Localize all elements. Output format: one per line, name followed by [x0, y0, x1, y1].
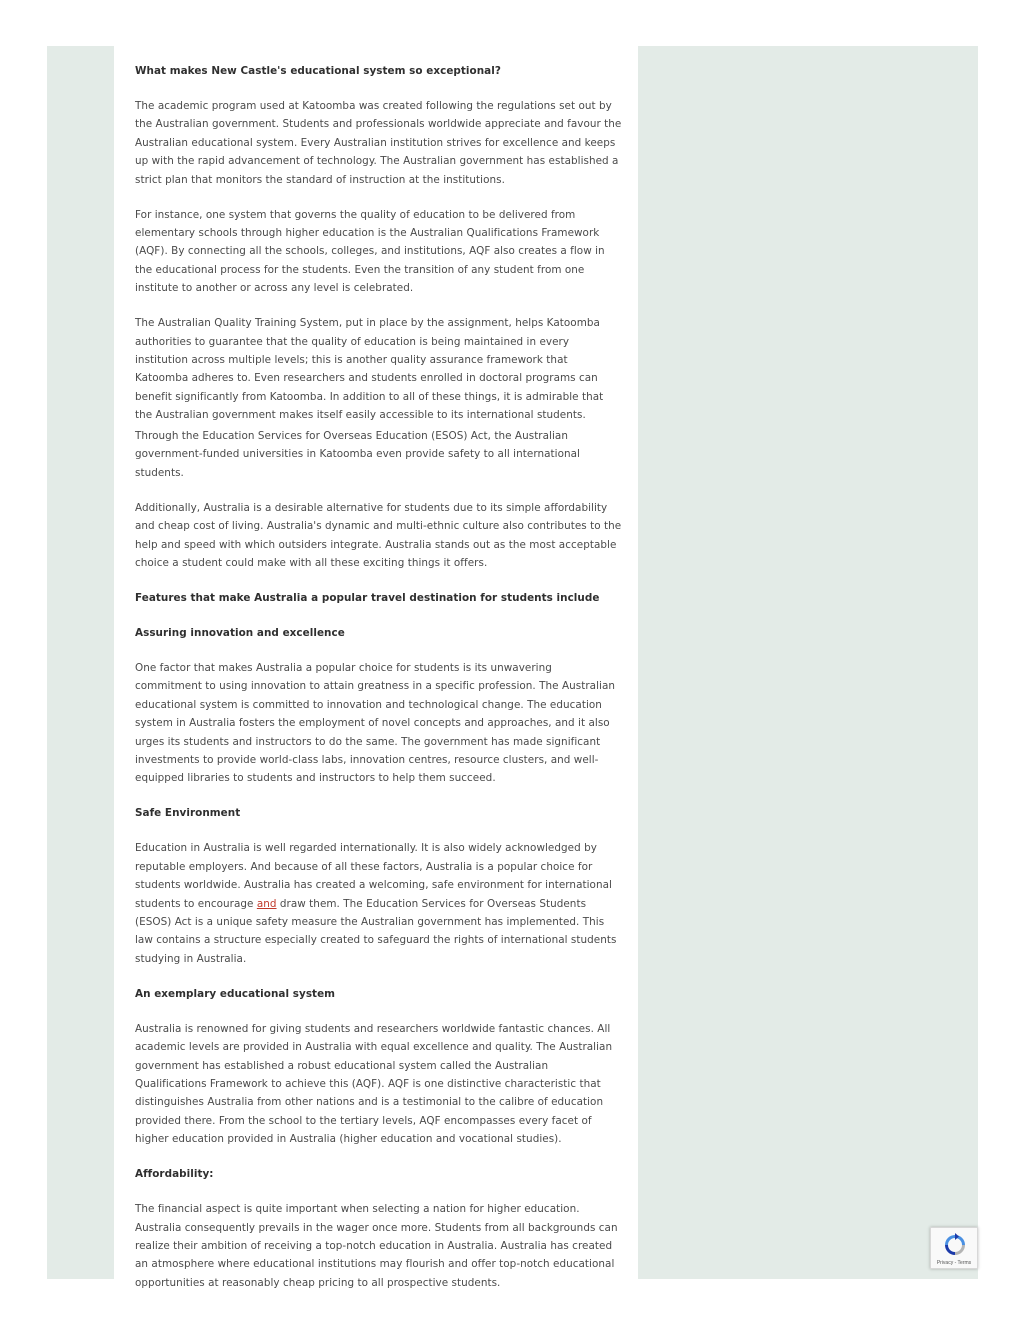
- paragraph: The financial aspect is quite important when selecting a nation for higher education. Australia consequently prevails in the wager once more. Students from all backgrounds can realize their ambition of receiving a top-notch education in Australia. Australia has created an atmosphere where educational institutions may flourish and offer top-notch educational opportunities at reasonably cheap pricing to all prospective students.: [135, 1203, 618, 1289]
- section-heading: Safe Environment: [135, 807, 241, 820]
- paragraph: Additionally, Australia is a desirable alternative for students due to its simple affordability and cheap cost of living. Australia's dynamic and multi-ethnic culture also contributes to the help and speed with which outsiders integrate. Australia stands out as the most acceptable choice a student could make with all these exciting things it offers.: [135, 501, 622, 569]
- paragraph: Through the Education Services for Overseas Education (ESOS) Act, the Australian government-funded universities in Katoomba even provide safety to all international students.: [135, 429, 580, 479]
- paragraph: One factor that makes Australia a popular choice for students is its unwavering commitment to using innovation to attain greatness in a specific profession. The Australian educational system is committed to innovation and technological change. The education system in Australia fosters the employment of novel concepts and approaches, and it also urges its students and instructors to do the same. The government has made significant investments to provide world-class labs, innovation centres, resource clusters, and well-equipped libraries to students and instructors to help them succeed.: [135, 661, 616, 785]
- section-heading: Affordability:: [135, 1168, 214, 1181]
- paragraph: For instance, one system that governs the quality of education to be delivered from elementary schools through higher education is the Australian Qualifications Framework (AQF). By connecting all the schools, colleges, and institutions, AQF also creates a flow in the educational process for the students. Even the transition of any student from one institute to another or across any level is celebrated.: [135, 208, 605, 295]
- paragraph-text: draw them. The Education Services for Overseas Students (ESOS) Act is a unique safety measure the Australian government has implemented. This law contains a structure especially created to safeguard the rights of international students studying in Australia.: [135, 897, 617, 965]
- article-card: [114, 46, 638, 1289]
- article-body: [135, 62, 622, 1309]
- section-heading: What makes New Castle's educational system so exceptional?: [135, 65, 501, 77]
- section-heading: An exemplary educational system: [135, 987, 336, 1000]
- paragraph: [135, 839, 622, 968]
- recaptcha-terms-link[interactable]: Privacy - Terms: [936, 1260, 972, 1266]
- recaptcha-icon: [941, 1232, 969, 1258]
- inline-link[interactable]: and: [256, 897, 277, 910]
- paragraph: Australia is renowned for giving students and researchers worldwide fantastic chances. All academic levels are provided in Australia with equal excellence and quality. The Australian government has established a robust educational system called the Australian Qualifications Framework to achieve this (AQF). AQF is one distinctive characteristic that distinguishes Australia from other nations and is a testimonial to the calibre of education provided there. From the school to the tertiary levels, AQF encompasses every facet of higher education provided in Australia (higher education and vocational studies).: [135, 1022, 613, 1146]
- paragraph: The Australian Quality Training System, put in place by the assignment, helps Katoomba authorities to guarantee that the quality of education is being maintained in every institution across multiple levels; this is another quality assurance framework that Katoomba adheres to. Even researchers and students enrolled in doctoral programs can benefit significantly from Katoomba. In addition to all of these things, it is admirable that the Australian government makes itself easily accessible to its international students.: [135, 317, 604, 422]
- recaptcha-badge[interactable]: [930, 1227, 978, 1269]
- paragraph-text: Education in Australia is well regarded internationally. It is also widely acknowledged by reputable employers. And because of all these factors, Australia is a popular choice for students worldwide. Australia has created a welcoming, safe environment for international students to encourage: [135, 842, 612, 910]
- section-heading: Features that make Australia a popular travel destination for students include: [135, 591, 600, 604]
- paragraph: The academic program used at Katoomba was created following the regulations set out by the Australian government. Students and professionals worldwide appreciate and favour the Australian educational system. Every Australian institution strives for excellence and keeps up with the rapid advancement of technology. The Australian government has established a strict plan that monitors the standard of instruction at the institutions.: [135, 100, 622, 186]
- section-heading: Assuring innovation and excellence: [135, 626, 345, 639]
